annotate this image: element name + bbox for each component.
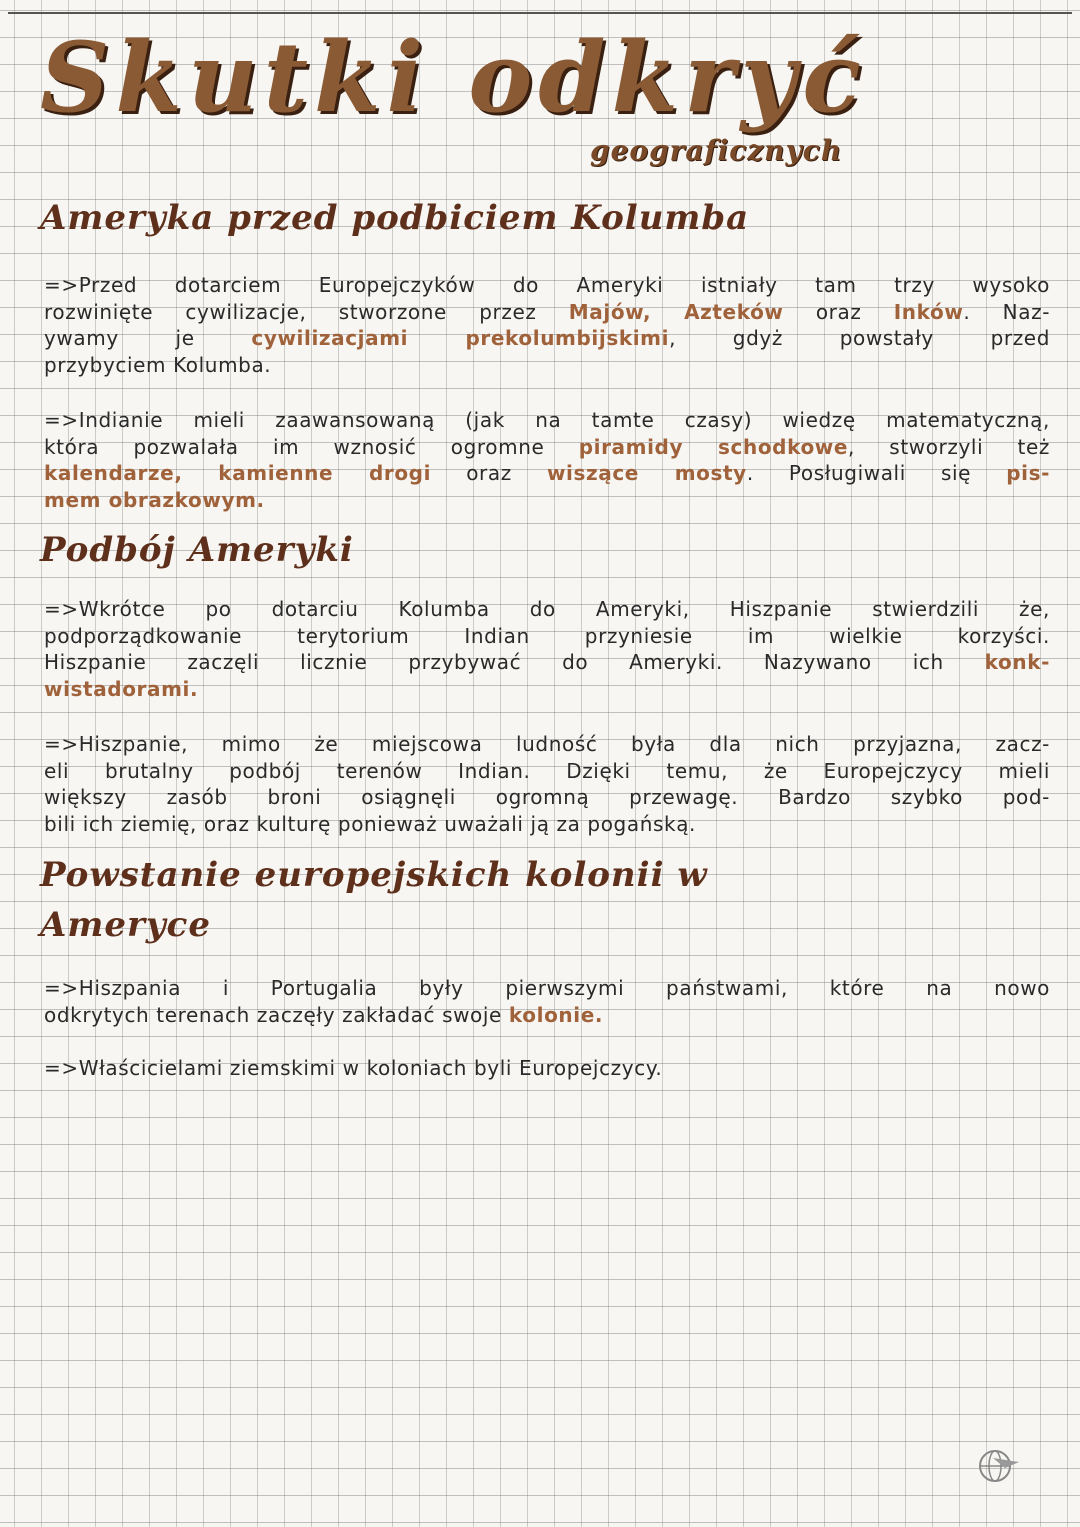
text-line <box>44 299 1050 326</box>
paragraph <box>44 272 1050 378</box>
text-segment: =>Właścicielami ziemskimi w koloniach byli Europejczycy. <box>44 1056 663 1080</box>
highlighted-term: mem obrazkowym. <box>44 487 265 512</box>
text-segment: . Naz- <box>963 299 1051 324</box>
text-line <box>44 460 1050 487</box>
section-heading: Powstanie europejskich kolonii w <box>40 855 708 895</box>
paragraph <box>44 731 1050 837</box>
text-segment: =>Hiszpania i Portugalia były pierwszymi państwami, które na nowo <box>44 976 1050 1000</box>
highlighted-term: kolonie. <box>508 1002 604 1027</box>
text-segment: bili ich ziemię, oraz kulturę ponieważ uważali ją za pogańską. <box>44 811 697 836</box>
text-segment: =>Przed dotarciem Europejczyków do Ameryki istniały tam trzy wysoko <box>44 273 1050 297</box>
text-line <box>44 352 1050 379</box>
text-segment: która pozwalała im wznosić ogromne <box>44 434 579 459</box>
highlighted-term: Majów, Azteków <box>568 299 784 324</box>
page-subtitle: geograficznych <box>590 134 843 167</box>
paragraph <box>44 1055 1050 1082</box>
text-segment: =>Hiszpanie, mimo że miejscowa ludność była dla nich przyjazna, zacz- <box>44 732 1050 756</box>
page-top-edge <box>8 12 1072 14</box>
text-segment: odkrytych terenach zaczęły zakładać swoje <box>44 1002 509 1027</box>
text-segment: . Posługiwali się <box>746 461 1007 485</box>
text-segment: =>Wkrótce po dotarciu Kolumba do Ameryki, Hiszpanie stwierdzili że, <box>44 597 1050 621</box>
text-segment: rozwinięte cywilizacje, stworzone przez <box>44 299 569 324</box>
text-line <box>44 407 1050 434</box>
text-line <box>44 975 1050 1002</box>
text-segment: podporządkowanie terytorium Indian przyniesie im wielkie korzyści. <box>44 623 1050 648</box>
paragraph <box>44 975 1050 1028</box>
text-line <box>44 434 1050 461</box>
globe-logo-icon <box>975 1448 1021 1484</box>
text-line <box>44 623 1050 650</box>
text-line <box>44 731 1050 758</box>
highlighted-term: piramidy schodkowe <box>578 434 849 459</box>
paragraph <box>44 596 1050 702</box>
text-line <box>44 325 1050 352</box>
text-line <box>44 272 1050 299</box>
text-line <box>44 811 1050 838</box>
text-line <box>44 487 1050 514</box>
text-line <box>44 1002 1050 1029</box>
text-segment: przybyciem Kolumba. <box>44 352 272 377</box>
text-line <box>44 649 1050 676</box>
text-line <box>44 676 1050 703</box>
text-segment: większy zasób broni osiągnęli ogromną przewagę. Bardzo szybko pod- <box>44 785 1050 809</box>
section-heading: Ameryka przed podbiciem Kolumba <box>40 198 750 238</box>
text-line <box>44 1055 1050 1082</box>
highlighted-term: konk- <box>984 650 1050 674</box>
highlighted-term: wiszące mosty <box>546 461 747 485</box>
text-segment: , gdyż powstały przed <box>669 326 1050 350</box>
section-heading: Ameryce <box>40 905 211 945</box>
text-segment: ywamy je <box>44 326 252 350</box>
text-segment: =>Indianie mieli zaawansowaną (jak na tamte czasy) wiedzę matematyczną, <box>44 408 1050 432</box>
section-heading: Podbój Ameryki <box>40 530 354 570</box>
paragraph <box>44 407 1050 513</box>
highlighted-term: kalendarze, kamienne drogi <box>44 461 432 485</box>
page-title: Skutki odkryć <box>40 21 867 134</box>
highlighted-term: wistadorami. <box>44 676 199 701</box>
text-line <box>44 784 1050 811</box>
text-segment: Hiszpanie zaczęli licznie przybywać do Ameryki. Nazywano ich <box>44 650 985 674</box>
text-segment: oraz <box>431 461 547 485</box>
text-line <box>44 596 1050 623</box>
text-line <box>44 758 1050 785</box>
text-segment: oraz <box>783 299 894 324</box>
text-segment: eli brutalny podbój terenów Indian. Dzięki temu, że Europejczycy mieli <box>44 758 1050 783</box>
highlighted-term: cywilizacjami prekolumbijskimi <box>251 326 670 350</box>
text-segment: , stworzyli też <box>848 434 1050 459</box>
highlighted-term: Inków <box>893 299 964 324</box>
highlighted-term: pis- <box>1006 461 1051 485</box>
